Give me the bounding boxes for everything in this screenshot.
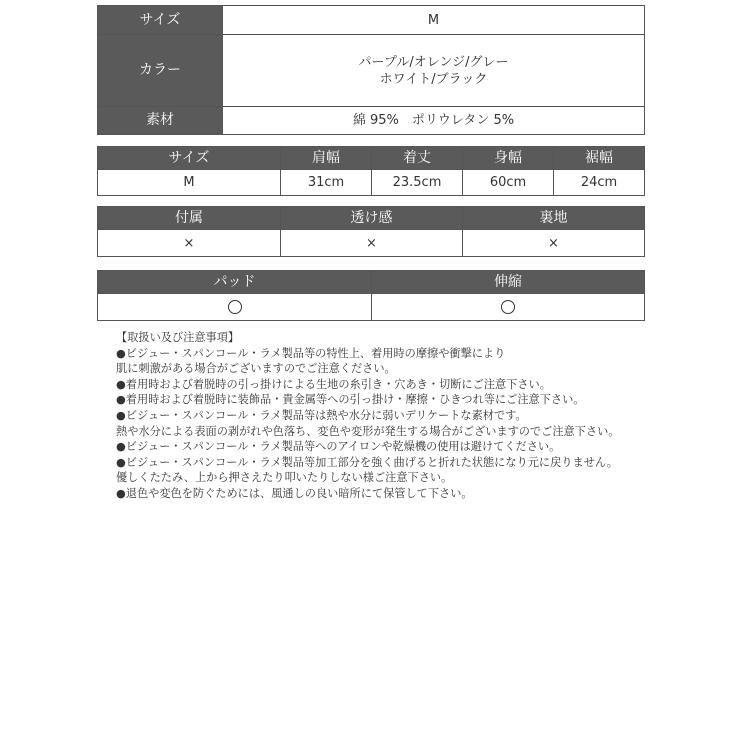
feature-header: 透け感 <box>281 207 463 230</box>
note-line: ●ビジュー・スパンコール・ラメ製品等の特性上、着用時の摩擦や衝撃により <box>116 346 506 360</box>
pad-value <box>98 294 372 321</box>
size-value: M <box>223 6 645 35</box>
stretch-value <box>372 294 645 321</box>
feature-header: 裏地 <box>463 207 645 230</box>
measure-header: 裾幅 <box>554 147 645 170</box>
features-table <box>97 206 645 257</box>
note-line: ●着用時および着脱時に装飾品・貴金属等への引っ掛け・摩擦・ひきつれ等にご注意下さい。 <box>116 393 585 407</box>
note-line: 肌に刺激がある場合がございますのでご注意ください。 <box>116 362 396 376</box>
note-line: ●ビジュー・スパンコール・ラメ製品等加工部分を強く曲げると折れた状態になり元に戻りません。 <box>116 455 618 469</box>
stretch-header: 伸縮 <box>372 271 645 294</box>
color-line-2: ホワイト/ブラック <box>379 71 488 87</box>
pad-header: パッド <box>98 271 372 294</box>
measure-header: サイズ <box>98 147 281 170</box>
feature-value: × <box>463 230 645 257</box>
feature-header: 付属 <box>98 207 281 230</box>
feature-value: × <box>281 230 463 257</box>
note-line: ●ビジュー・スパンコール・ラメ製品等へのアイロンや乾燥機の使用は避けてください。 <box>116 440 561 454</box>
color-line-1: パープル/オレンジ/グレー <box>358 54 509 70</box>
circle-icon <box>501 300 515 314</box>
color-value <box>223 35 645 107</box>
measure-header: 身幅 <box>463 147 554 170</box>
measure-value: M <box>98 170 281 196</box>
note-line: ●ビジュー・スパンコール・ラメ製品等は熱や水分に弱いデリケートな素材です。 <box>116 408 527 422</box>
measure-header: 肩幅 <box>281 147 372 170</box>
material-value: 綿 95% ポリウレタン 5% <box>223 107 645 135</box>
measure-value: 60cm <box>463 170 554 196</box>
circle-icon <box>228 300 242 314</box>
note-line: 熱や水分による表面の剥がれや色落ち、変色や変形が発生する場合がございますのでご注意下さい。 <box>116 424 620 438</box>
size-label: サイズ <box>98 6 223 35</box>
note-line: ●着用時および着脱時の引っ掛けによる生地の糸引き・穴あき・切断にご注意下さい。 <box>116 377 551 391</box>
measure-header: 着丈 <box>372 147 463 170</box>
measurement-table <box>97 146 645 196</box>
spec-table <box>97 5 645 135</box>
notes-title: 【取扱い及び注意事項】 <box>116 331 240 344</box>
note-line: 優しくたたみ、上から押さえたり叩いたりしない様ご注意下さい。 <box>116 471 453 485</box>
feature-value: × <box>98 230 281 257</box>
material-label: 素材 <box>98 107 223 135</box>
measure-value: 24cm <box>554 170 645 196</box>
color-label: カラー <box>98 35 223 107</box>
pad-stretch-table <box>97 270 645 321</box>
note-line: ●退色や変色を防ぐためには、風通しの良い暗所にて保管して下さい。 <box>116 486 473 500</box>
measure-value: 31cm <box>281 170 372 196</box>
care-notes <box>116 330 636 502</box>
measure-value: 23.5cm <box>372 170 463 196</box>
